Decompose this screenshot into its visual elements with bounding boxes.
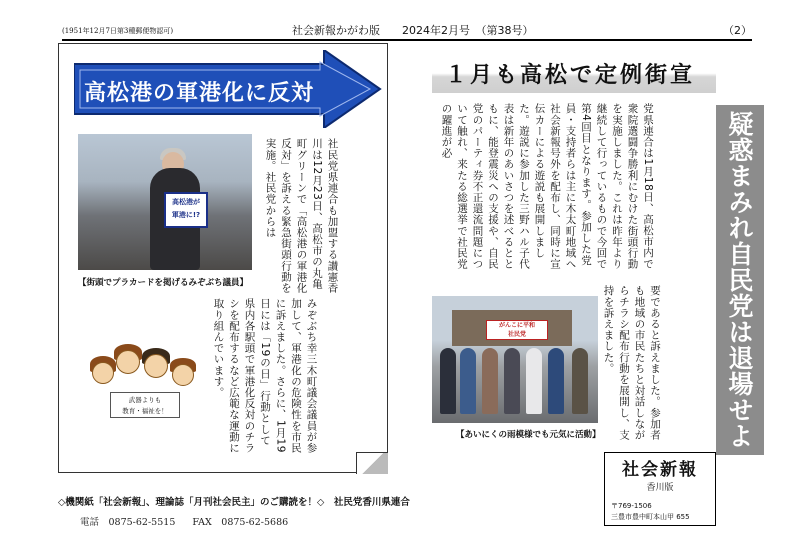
left-headline-banner	[74, 50, 384, 128]
fax-number: FAX 0875-62-5686	[192, 517, 289, 528]
kid-face	[172, 364, 194, 386]
photo-person	[460, 348, 476, 414]
page-fold-corner	[356, 452, 388, 474]
photo-person	[526, 348, 542, 414]
photo-banner-line-1: がんこに平和	[498, 322, 535, 329]
side-slogan: 疑惑まみれ自民党は退場せよ	[725, 111, 754, 449]
subscribe-notice: ◇機関紙「社会新報」、理論誌「月刊社会民主」のご購読を！◇ 社民党香川県連合	[58, 497, 410, 508]
left-body-lower: みぞぶち幸三木町議会議員が参加して、軍港化の危険性を市民に訴えました。さらに、1月19日には「19の日」行動として県内各駅頭で軍港化反対のチラシを配布するなど広範な運動に取り組んでいます。	[212, 298, 318, 454]
page-number: （2）	[723, 24, 752, 37]
kid-face	[116, 350, 140, 374]
right-photo-caption: 【あいにくの雨模様でも元気に活動】	[456, 430, 601, 440]
flag-line-2: 教育・福祉を！	[122, 407, 168, 415]
flag-line-1: 武器よりも	[128, 396, 162, 404]
right-headline: １月も高松で定例街宣	[445, 63, 696, 88]
photo-person	[572, 348, 588, 414]
left-headline: 高松港の軍港化に反対	[84, 81, 315, 106]
placard-line-1: 高松港が	[172, 198, 200, 206]
phone-number: 電話 0875-62-5515	[80, 517, 176, 528]
street-photo	[78, 134, 252, 270]
illustration-flag	[110, 392, 180, 418]
postal-address: 三豊市豊中町本山甲 655	[611, 513, 690, 521]
kid-face	[144, 354, 168, 378]
placard	[164, 192, 208, 228]
right-body-upper: 党県連合は1月18日、高松市内で衆院選闘争勝利にむけた街頭行動を実施しました。これは昨年より継続して行っているもので今回で第4回目となります。参加した党員・支持者らは主に木太町地域へ社会新報号外を配布し、同時に宣伝カーによる遊説も展開しました。遊説に参加した三野ハル子代表は新年のあいさつを述べるとともに、能登震災への支援や、自民党のパーティ券不正還流問題について触れ、来たる総選挙で社民党の躍進が必	[440, 103, 654, 270]
photo-person	[548, 348, 564, 414]
paper-masthead-box	[604, 452, 716, 526]
left-photo-caption: 【街頭でプラカードを掲げるみぞぶち議員】	[78, 278, 249, 288]
page-header	[62, 22, 752, 40]
photo-banner	[486, 320, 548, 340]
mail-permit: (1951年12月7日第3種郵便物認可)	[62, 27, 174, 35]
side-slogan-banner	[716, 105, 764, 455]
right-body-lower: 要であると訴えました。参加者も地域の市民たちと対話しながらチラシ配布行動を展開し、支持を訴えました。	[602, 285, 661, 441]
placard-line-2: 軍港に!?	[171, 211, 201, 219]
children-illustration	[84, 342, 202, 428]
contact-line	[80, 514, 302, 528]
photo-person	[504, 348, 520, 414]
postal-code: 〒769-1506	[611, 502, 652, 510]
photo-banner-line-2: 社民党	[507, 331, 526, 338]
photo-person	[440, 348, 456, 414]
issue-masthead: 社会新報かがわ版 2024年2月号 （第38号）	[292, 24, 534, 37]
left-body-upper: 社民党県連合も加盟する讃憲香川は12月23日、高松市の丸亀町グリーンで「高松港の軍港化反対」を訴える緊急街頭行動を実施。社民党からは	[264, 138, 339, 294]
paper-title: 社会新報	[622, 460, 698, 480]
group-photo	[432, 296, 598, 423]
photo-person	[482, 348, 498, 414]
kid-face	[92, 362, 114, 384]
paper-edition: 香川版	[646, 483, 674, 493]
header-rule	[62, 39, 752, 41]
